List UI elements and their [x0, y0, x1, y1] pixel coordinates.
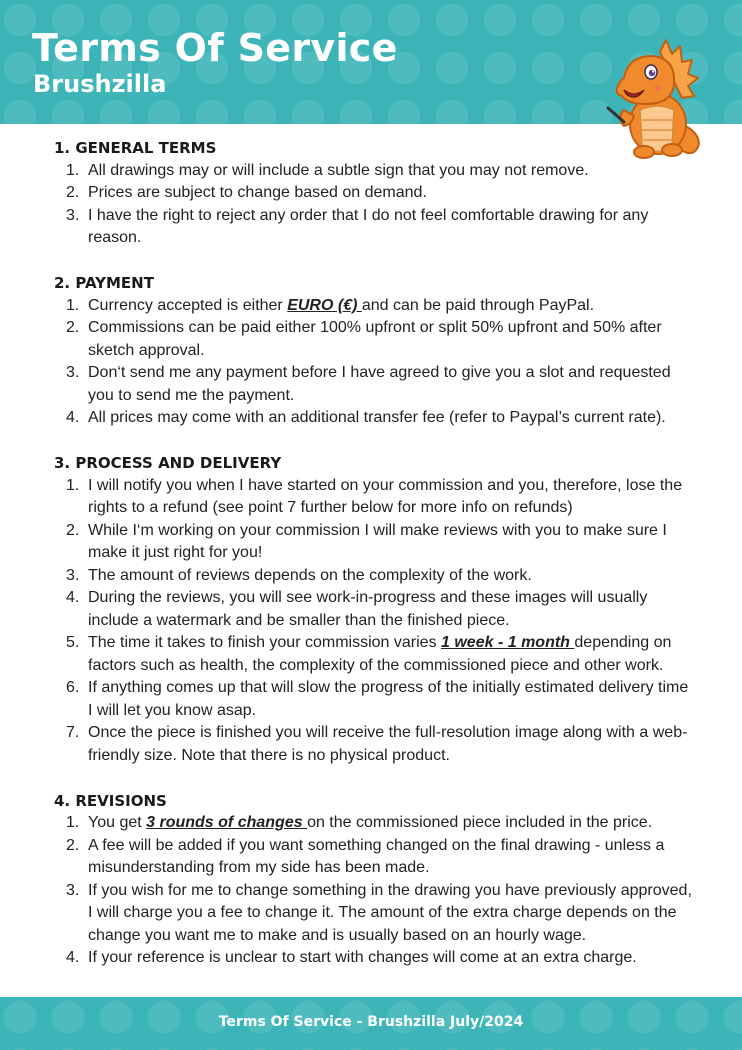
list-item-text: If anything comes up that will slow the progress of the initially estimated delivery time I will let you know asap. [88, 679, 689, 719]
list-item-text: Prices are subject to change based on demand. [88, 184, 427, 201]
list-item-text: Currency accepted is either [88, 296, 288, 314]
list-item [54, 722, 694, 767]
list-item-text: The amount of reviews depends on the complexity of the work. [88, 566, 532, 584]
terms-list [54, 812, 694, 970]
list-item [54, 317, 694, 362]
list-item-text: During the reviews, you will see work-in-progress and these images will usually include a watermark and be smaller than the finished piece. [88, 589, 648, 629]
list-item-number: 2. [66, 836, 80, 854]
list-item [54, 407, 694, 430]
list-item-number: 3. [66, 364, 80, 381]
list-item-number: 4. [66, 949, 80, 966]
list-item-text: and can be paid through PayPal. [361, 296, 595, 314]
list-item-number: 1. [66, 296, 80, 314]
list-item-text: Once the piece is finished you will receive the full-resolution image along with a web-friendly size. Note that there is no physical product. [88, 724, 688, 764]
highlighted-term: EURO (€) [287, 296, 362, 314]
terms-list [54, 160, 694, 250]
list-item-number: 3. [66, 566, 80, 584]
list-item [54, 632, 694, 677]
list-item [54, 520, 694, 565]
footer-text: Terms Of Service - Brushzilla July/2024 [218, 1014, 524, 1030]
list-item-text: Don‘t send me any payment before I have agreed to give you a slot and requested you to send me the payment. [88, 364, 671, 404]
list-item-text: A fee will be added if you want something changed on the final drawing - unless a misunderstanding from my side has been made. [88, 836, 665, 876]
section-title: 2. PAYMENT [54, 274, 154, 292]
terms-section [54, 272, 694, 430]
list-item-text: I have the right to reject any order that I do not feel comfortable drawing for any reason. [88, 206, 649, 246]
list-item [54, 587, 694, 632]
list-item-number: 3. [66, 206, 80, 224]
list-item [54, 160, 694, 183]
terms-list [54, 475, 694, 768]
list-item-text: All drawings may or will include a subtle sign that you may not remove. [88, 161, 589, 179]
list-item-number: 5. [66, 634, 80, 651]
list-item-number: 6. [66, 679, 80, 696]
list-item-text: I will notify you when I have started on your commission and you, therefore, lose the rights to a refund (see point 7 further below for more info on refunds) [88, 476, 683, 516]
list-item [54, 835, 694, 880]
list-item [54, 947, 694, 970]
list-item-number: 2. [66, 521, 80, 539]
list-item [54, 677, 694, 722]
footer-banner [0, 997, 742, 1050]
section-title: 1. GENERAL TERMS [54, 139, 217, 157]
highlighted-term: 3 rounds of changes [146, 814, 308, 831]
list-item [54, 205, 694, 250]
list-item-text: The time it takes to finish your commission varies [88, 634, 442, 651]
list-item-text: If you wish for me to change something in the drawing you have previously approved, I will charge you a fee to change it. The amount of the extra charge depends on the change you want me to make and is usually based on an hourly wage. [88, 881, 692, 944]
list-item-number: 2. [66, 184, 80, 201]
list-item-text: depending on factors such as health, the complexity of the commissioned piece and other work. [88, 634, 672, 674]
list-item [54, 182, 694, 205]
list-item-text: You get [88, 814, 147, 831]
highlighted-term: 1 week - 1 month [441, 634, 575, 651]
list-item [54, 295, 694, 318]
list-item [54, 565, 694, 588]
list-item-number: 4. [66, 409, 80, 426]
list-item-text: If your reference is unclear to start with changes will come at an extra charge. [88, 949, 637, 966]
list-item-number: 7. [66, 724, 80, 741]
list-item-text: All prices may come with an additional transfer fee (refer to Paypal’s current rate). [88, 409, 666, 426]
page-subtitle: Brushzilla [33, 70, 167, 98]
list-item-number: 4. [66, 589, 80, 606]
terms-section [54, 790, 694, 970]
list-item [54, 362, 694, 407]
list-item [54, 475, 694, 520]
list-item-number: 1. [66, 161, 80, 179]
terms-section [54, 137, 694, 250]
terms-list [54, 295, 694, 430]
list-item [54, 812, 694, 835]
section-title: 3. PROCESS AND DELIVERY [54, 454, 282, 472]
list-item-text: on the commissioned piece included in the price. [307, 814, 653, 831]
list-item-text: While I‘m working on your commission I will make reviews with you to make sure I make it just right for you! [88, 521, 667, 561]
list-item-number: 1. [66, 476, 80, 494]
section-title: 4. REVISIONS [54, 791, 167, 810]
list-item-number: 1. [66, 814, 80, 831]
list-item [54, 880, 694, 948]
terms-section [54, 452, 694, 767]
list-item-number: 2. [66, 319, 80, 336]
page-title: Terms Of Service [32, 26, 398, 70]
terms-content [54, 137, 694, 992]
list-item-text: Commissions can be paid either 100% upfront or split 50% upfront and 50% after sketch approval. [88, 319, 662, 359]
list-item-number: 3. [66, 881, 80, 899]
